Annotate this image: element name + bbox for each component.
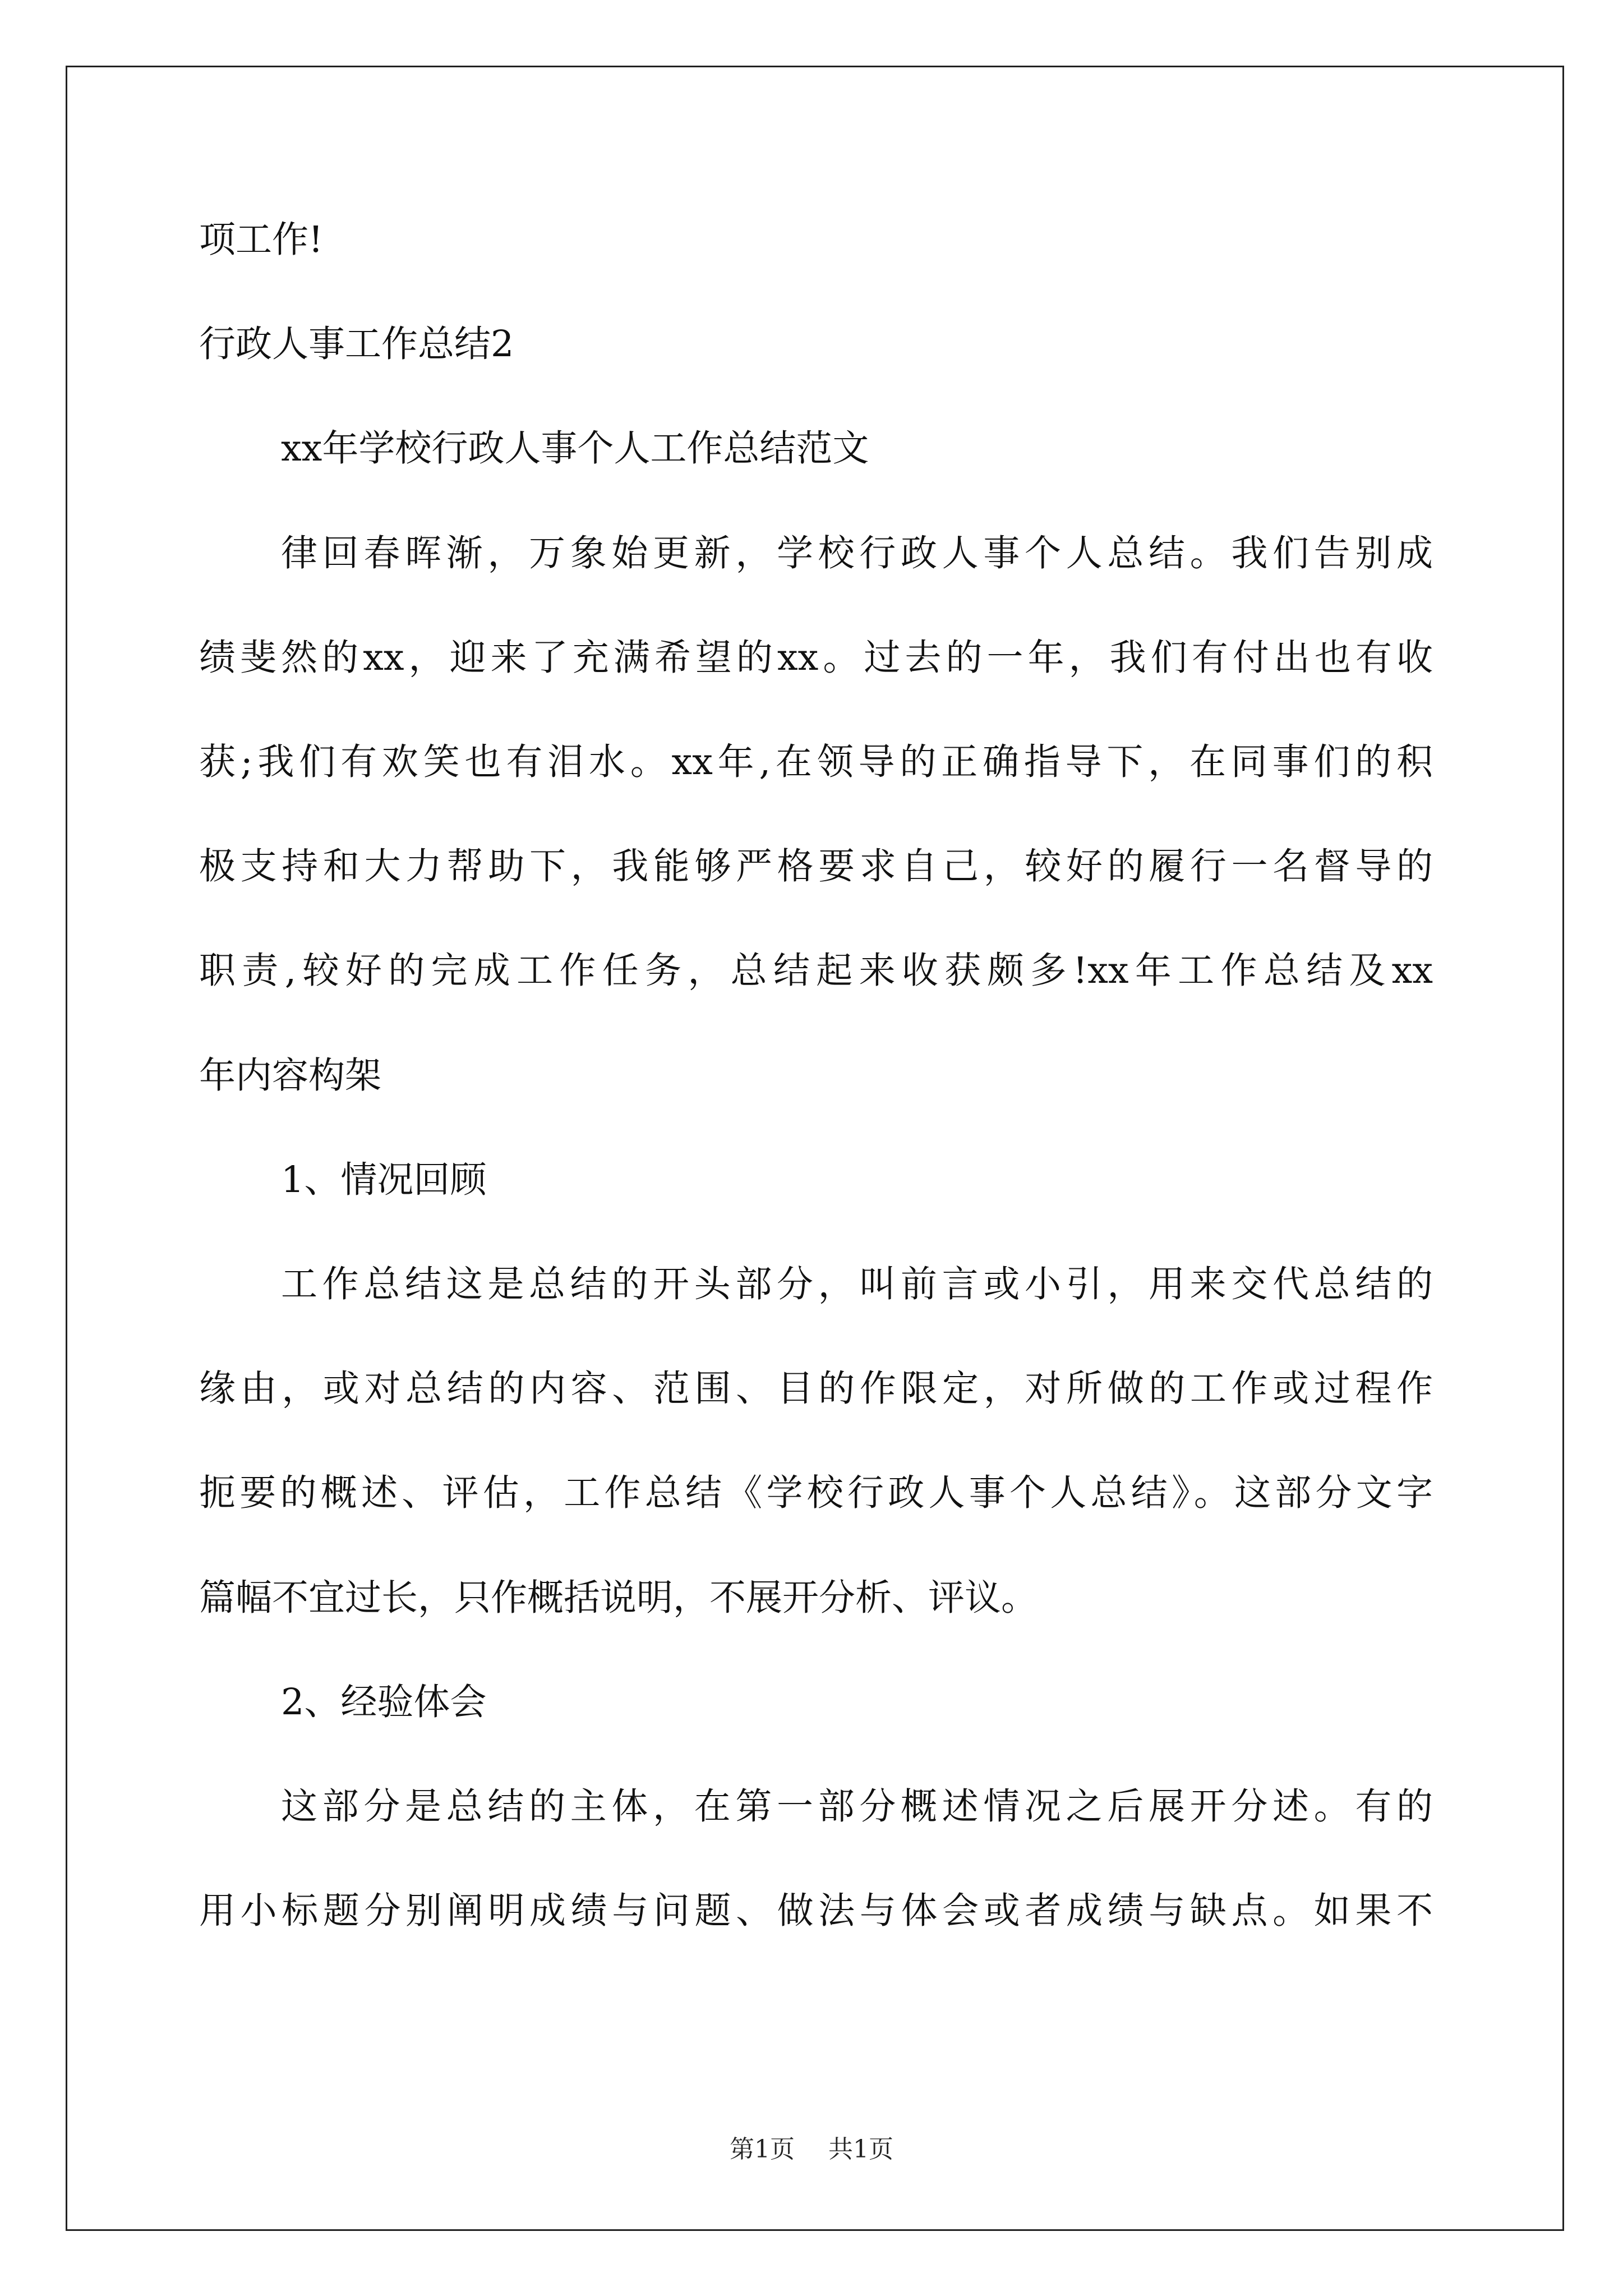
text-line: 篇幅不宜过长，只作概括说明，不展开分析、评议。 [199, 1577, 1038, 1619]
text-line: 扼要的概述、评估，工作总结《学校行政人事个人总结》。这部分文字 [199, 1472, 1433, 1514]
text-line: 绩斐然的xx，迎来了充满希望的xx。过去的一年，我们有付出也有收 [199, 637, 1433, 679]
text-line: 年内容构架 [199, 1055, 382, 1097]
text-line: 项工作! [199, 219, 324, 261]
text-line: 用小标题分别阐明成绩与问题、做法与体会或者成绩与缺点。如果不 [199, 1890, 1433, 1932]
text-line: 律回春晖渐，万象始更新，学校行政人事个人总结。我们告别成 [281, 532, 1433, 574]
page-number-current: 第1页 [730, 2135, 795, 2164]
text-line: 工作总结这是总结的开头部分，叫前言或小引，用来交代总结的 [281, 1263, 1433, 1305]
page-number-total: 共1页 [828, 2135, 893, 2164]
subsection-heading: 2、经验体会 [281, 1681, 487, 1723]
text-line: 获;我们有欢笑也有泪水。xx年,在领导的正确指导下，在同事们的积 [199, 741, 1433, 783]
page-footer [0, 2137, 1623, 2162]
document-title: xx年学校行政人事个人工作总结范文 [281, 427, 869, 470]
subsection-heading: 1、情况回顾 [281, 1159, 487, 1201]
text-line: 职责,较好的完成工作任务，总结起来收获颇多!xx年工作总结及xx [199, 950, 1433, 992]
text-line: 缘由，或对总结的内容、范围、目的作限定，对所做的工作或过程作 [199, 1368, 1433, 1410]
text-line: 这部分是总结的主体，在第一部分概述情况之后展开分述。有的 [281, 1786, 1433, 1828]
text-line: 极支持和大力帮助下，我能够严格要求自己，较好的履行一名督导的 [199, 845, 1433, 887]
section-heading: 行政人事工作总结2 [199, 323, 514, 365]
